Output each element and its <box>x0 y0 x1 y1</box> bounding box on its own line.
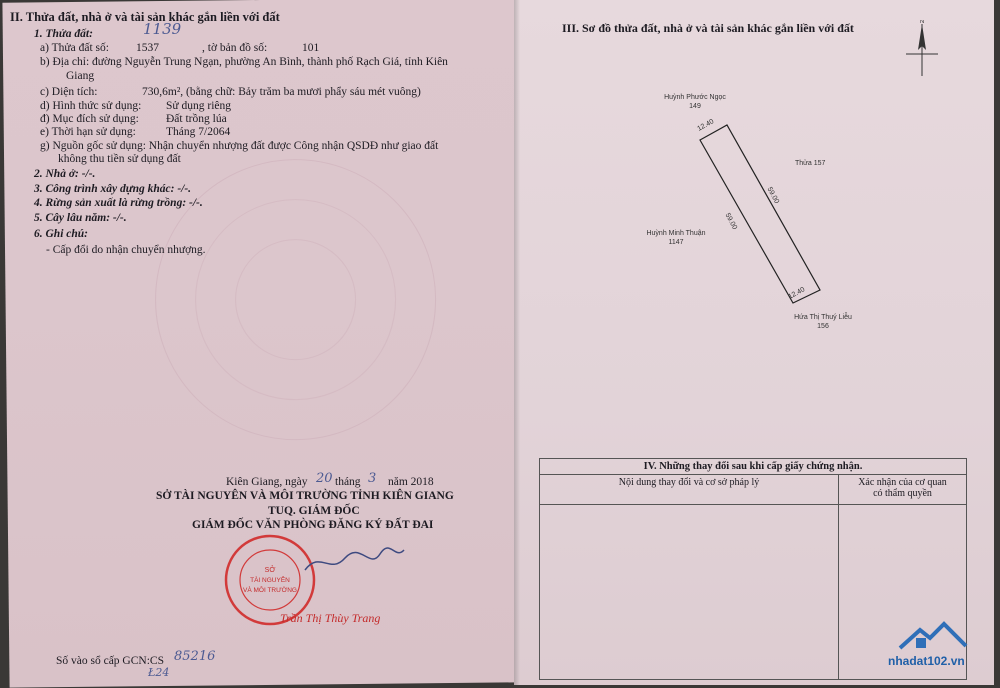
perennial-section: 5. Cây lâu năm: -/-. <box>34 212 127 224</box>
area-label: c) Diện tích: <box>40 86 98 98</box>
svg-text:N: N <box>919 20 925 25</box>
west-owner-name: Huỳnh Minh Thuận <box>646 230 706 237</box>
site-watermark <box>888 618 988 678</box>
changes-col-content: Nội dung thay đổi và cơ sở pháp lý <box>540 475 839 505</box>
register-number: 85216 <box>174 649 216 664</box>
date-month-label: tháng <box>335 476 361 488</box>
register-label: Số vào sổ cấp GCN:CS <box>56 655 164 667</box>
parcel-sketch <box>690 120 830 310</box>
issuing-org: SỞ TÀI NGUYÊN VÀ MÔI TRƯỜNG TỈNH KIÊN GIANG <box>156 490 454 502</box>
address-line-1: b) Địa chỉ: đường Nguyễn Trung Ngạn, phường An Bình, thành phố Rạch Giá, tỉnh Kiên <box>40 56 448 68</box>
changes-title: IV. Những thay đổi sau khi cấp giấy chứng nhận. <box>540 459 967 475</box>
parcel-number-value: 1537 <box>136 42 159 54</box>
register-extra: Ł24 <box>148 666 170 679</box>
bottom-edge-length: 12.40 <box>787 286 807 301</box>
map-sheet-label: , tờ bản đồ số: <box>202 42 268 54</box>
origin-line-2: không thu tiền sử dụng đất <box>58 153 181 165</box>
usage-purpose-value: Đất trồng lúa <box>166 113 227 125</box>
changes-col-confirm <box>839 475 967 505</box>
address-line-2: Giang <box>66 70 95 82</box>
notes-heading: 6. Ghi chú: <box>34 228 88 240</box>
date-month: 3 <box>368 471 377 486</box>
usage-form-value: Sử dụng riêng <box>166 100 232 112</box>
svg-text:TÀI NGUYÊN: TÀI NGUYÊN <box>250 577 290 584</box>
date-day: 20 <box>316 471 333 486</box>
changes-col-confirm-line2: có thẩm quyền <box>873 488 932 499</box>
origin-line-1: g) Nguồn gốc sử dụng: Nhận chuyển nhượng đất được Công nhận QSDĐ như giao đất <box>40 140 439 152</box>
map-sheet-value: 101 <box>302 42 320 54</box>
house-section: 2. Nhà ở: -/-. <box>34 168 96 180</box>
east-parcel: Thửa 157 <box>795 160 826 167</box>
north-owner-name: Huỳnh Phước Ngọc <box>664 94 726 101</box>
usage-term-label: e) Thời hạn sử dụng: <box>40 126 136 138</box>
area-value: 730,6m², (bằng chữ: Bảy trăm ba mươi phẩy sáu mét vuông) <box>142 86 421 98</box>
section-ii-title: II. Thửa đất, nhà ở và tài sản khác gắn liền với đất <box>10 10 280 24</box>
parcel-heading: 1. Thửa đất: <box>34 28 93 40</box>
date-prefix: Kiên Giang, ngày <box>226 476 308 488</box>
construction-section: 3. Công trình xây dựng khác: -/-. <box>34 183 192 195</box>
forest-section: 4. Rừng sản xuất là rừng trồng: -/-. <box>34 197 203 209</box>
usage-form-label: d) Hình thức sử dụng: <box>40 100 142 112</box>
south-parcel-number: 156 <box>817 323 829 330</box>
svg-text:VÀ MÔI TRƯỜNG: VÀ MÔI TRƯỜNG <box>243 587 297 594</box>
signer-name: Trần Thị Thùy Trang <box>280 611 381 625</box>
signature-scribble <box>300 540 410 580</box>
handwritten-number: 1139 <box>143 20 182 38</box>
west-parcel-number: 1147 <box>668 239 684 246</box>
top-edge-length: 12.40 <box>696 118 716 133</box>
page-fold <box>514 0 520 685</box>
date-year: năm 2018 <box>388 476 434 488</box>
parcel-number-label: a) Thửa đất số: <box>40 42 109 54</box>
svg-text:SỞ: SỞ <box>264 567 276 574</box>
usage-term-value: Tháng 7/2064 <box>166 126 231 138</box>
right-edge-length: 59.00 <box>765 186 780 205</box>
north-parcel-number: 149 <box>689 103 701 110</box>
left-edge-length: 59.00 <box>723 212 738 231</box>
north-arrow-icon <box>902 20 942 80</box>
watermark-text: nhadat102.vn <box>888 654 965 668</box>
notes-text: - Cấp đổi do nhận chuyển nhượng. <box>46 244 206 256</box>
office-director: GIÁM ĐỐC VĂN PHÒNG ĐĂNG KÝ ĐẤT ĐAI <box>192 519 434 531</box>
section-iii-title: III. Sơ đồ thửa đất, nhà ở và tài sản khác gắn liền với đất <box>562 21 854 35</box>
authorization-line: TUQ. GIÁM ĐỐC <box>268 505 360 517</box>
south-owner-name: Hứa Thị Thuý Liễu <box>794 314 852 321</box>
changes-empty-cell <box>540 505 839 680</box>
changes-col-confirm-line1: Xác nhận của cơ quan <box>858 477 947 488</box>
usage-purpose-label: đ) Mục đích sử dụng: <box>40 113 139 125</box>
house-logo-icon <box>898 618 968 652</box>
